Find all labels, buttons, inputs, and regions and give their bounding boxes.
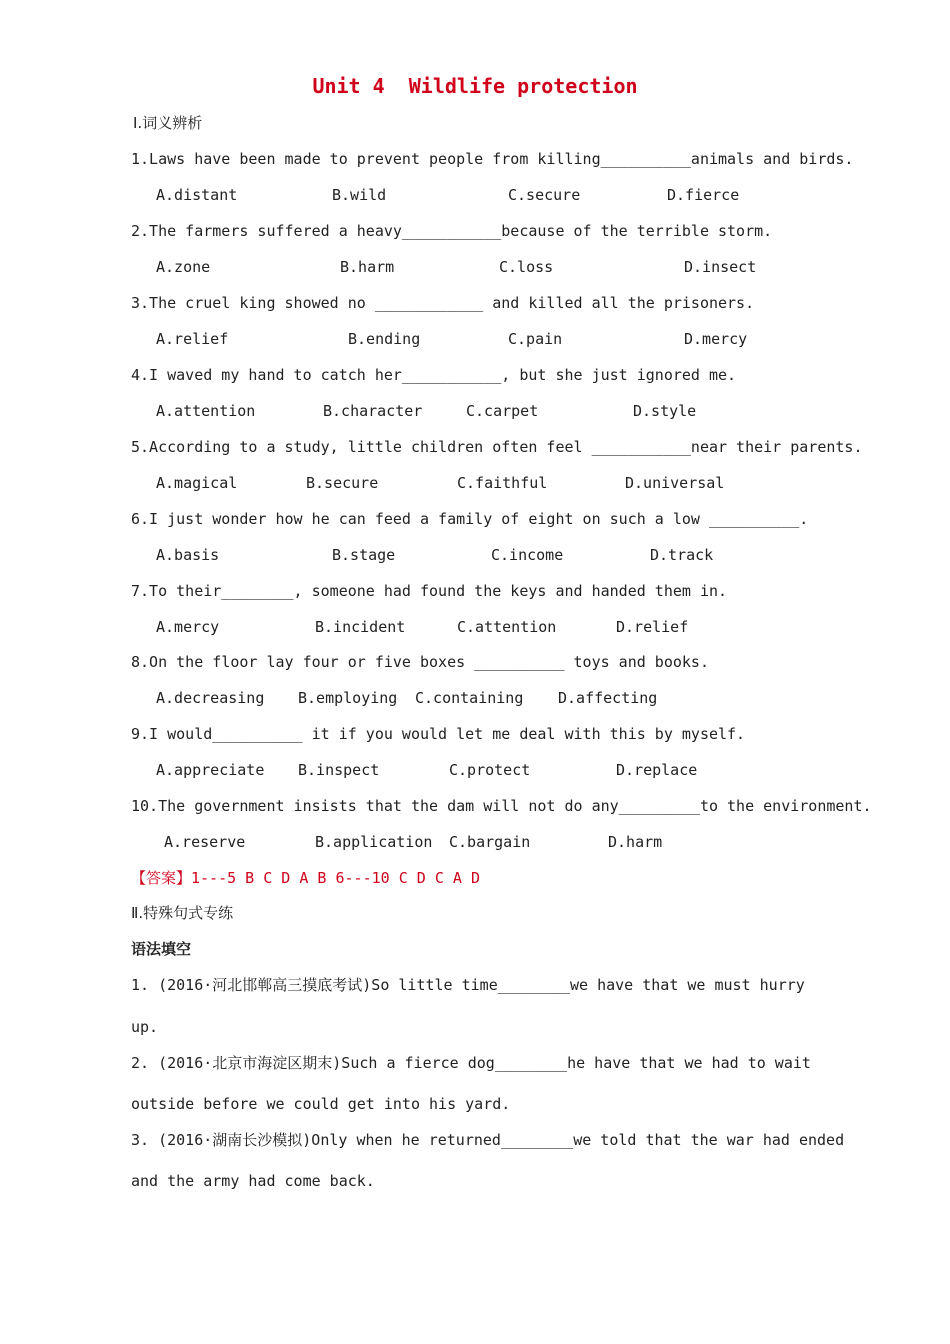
option-7a: A.mercy <box>156 618 220 636</box>
option-2c: C.loss <box>499 258 554 276</box>
grammar-item-2-line2: outside before we could get into his yard. <box>131 1095 511 1113</box>
option-4c: C.carpet <box>466 402 539 420</box>
option-3b: B.ending <box>348 330 421 348</box>
question-stem-3: 3.The cruel king showed no ____________ and killed all the prisoners. <box>131 294 755 312</box>
document-title: Unit 4 Wildlife protection <box>312 74 638 98</box>
option-10c: C.bargain <box>449 833 531 851</box>
option-1b: B.wild <box>332 186 387 204</box>
option-7b: B.incident <box>315 618 406 636</box>
section1-heading: Ⅰ.词义辨析 <box>133 114 203 132</box>
section2-subheading: 语法填空 <box>131 940 192 958</box>
grammar-item-3-line2: and the army had come back. <box>131 1172 375 1190</box>
option-6c: C.income <box>491 546 564 564</box>
option-6d: D.track <box>650 546 714 564</box>
option-2a: A.zone <box>156 258 211 276</box>
option-3d: D.mercy <box>684 330 748 348</box>
option-5b: B.secure <box>306 474 379 492</box>
option-3c: C.pain <box>508 330 563 348</box>
option-3a: A.relief <box>156 330 229 348</box>
option-8d: D.affecting <box>558 689 658 707</box>
option-9a: A.appreciate <box>156 761 265 779</box>
option-8c: C.containing <box>415 689 524 707</box>
option-10a: A.reserve <box>164 833 246 851</box>
section2-heading: Ⅱ.特殊句式专练 <box>131 904 234 922</box>
question-stem-5: 5.According to a study, little children often feel ___________near their parents. <box>131 438 863 456</box>
question-stem-8: 8.On the floor lay four or five boxes __________ toys and books. <box>131 653 709 671</box>
option-5c: C.faithful <box>457 474 548 492</box>
option-1c: C.secure <box>508 186 581 204</box>
question-stem-7: 7.To their________, someone had found the keys and handed them in. <box>131 582 728 600</box>
option-8a: A.decreasing <box>156 689 265 707</box>
option-7d: D.relief <box>616 618 689 636</box>
question-stem-6: 6.I just wonder how he can feed a family of eight on such a low __________. <box>131 510 809 528</box>
option-2d: D.insect <box>684 258 757 276</box>
option-7c: C.attention <box>457 618 557 636</box>
question-stem-9: 9.I would__________ it if you would let me deal with this by myself. <box>131 725 746 743</box>
option-4d: D.style <box>633 402 697 420</box>
question-stem-4: 4.I waved my hand to catch her___________, but she just ignored me. <box>131 366 737 384</box>
option-9d: D.replace <box>616 761 698 779</box>
option-9b: B.inspect <box>298 761 380 779</box>
option-5a: A.magical <box>156 474 238 492</box>
option-10b: B.application <box>315 833 433 851</box>
option-1d: D.fierce <box>667 186 740 204</box>
option-2b: B.harm <box>340 258 395 276</box>
option-10d: D.harm <box>608 833 663 851</box>
grammar-item-1-line1: 1. (2016·河北邯郸高三摸底考试)So little time________we have that we must hurry <box>131 976 805 994</box>
option-9c: C.protect <box>449 761 531 779</box>
grammar-item-2-line1: 2. (2016·北京市海淀区期末)Such a fierce dog________he have that we had to wait <box>131 1054 811 1072</box>
option-5d: D.universal <box>625 474 725 492</box>
grammar-item-1-line2: up. <box>131 1018 159 1036</box>
option-8b: B.employing <box>298 689 398 707</box>
answer-key: 【答案】1---5 B C D A B 6---10 C D C A D <box>131 869 480 887</box>
option-6a: A.basis <box>156 546 220 564</box>
grammar-item-3-line1: 3. (2016·湖南长沙模拟)Only when he returned________we told that the war had ended <box>131 1131 845 1149</box>
option-6b: B.stage <box>332 546 396 564</box>
question-stem-10: 10.The government insists that the dam will not do any_________to the environment. <box>131 797 872 815</box>
option-4a: A.attention <box>156 402 256 420</box>
question-stem-2: 2.The farmers suffered a heavy___________because of the terrible storm. <box>131 222 773 240</box>
option-1a: A.distant <box>156 186 238 204</box>
option-4b: B.character <box>323 402 423 420</box>
question-stem-1: 1.Laws have been made to prevent people from killing__________animals and birds. <box>131 150 854 168</box>
